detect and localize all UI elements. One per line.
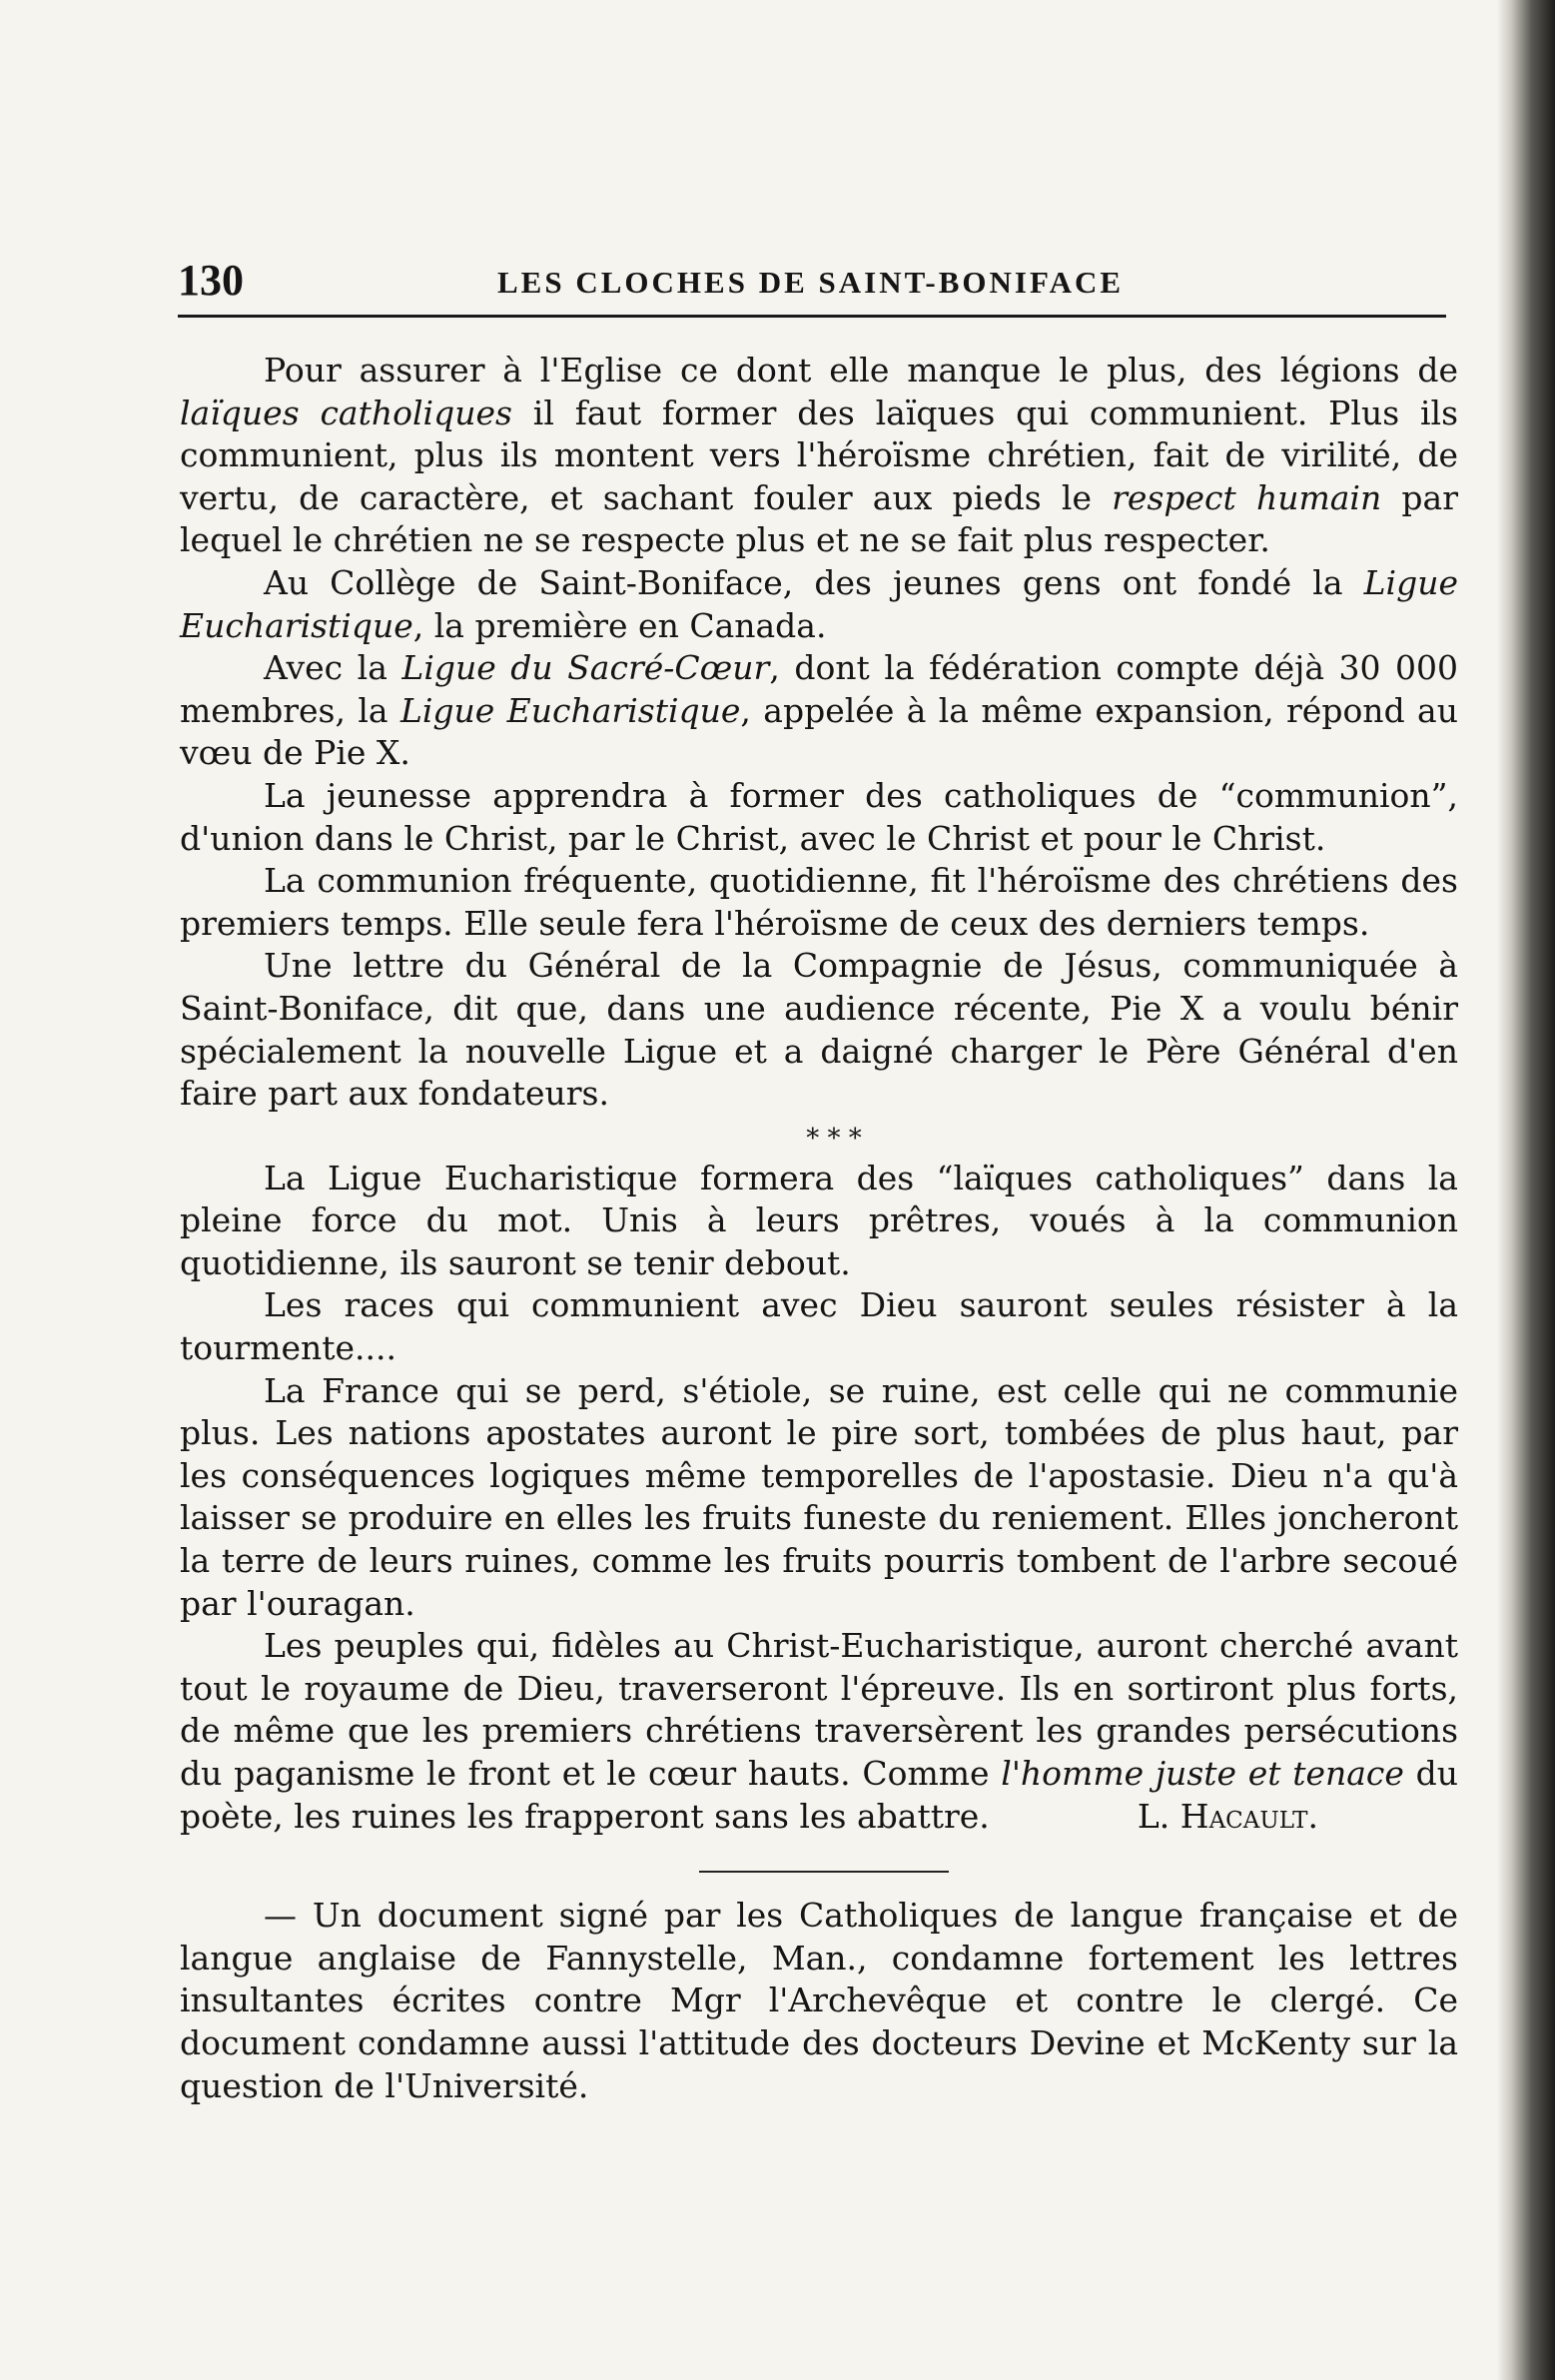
paragraph xyxy=(180,775,1458,860)
text-run: du poète, les ruines les frapperont sans les abattre. xyxy=(180,1754,1459,1836)
paragraph xyxy=(180,647,1458,775)
text-run: , la première en Canada. xyxy=(412,605,827,645)
paragraph xyxy=(180,1158,1458,1285)
section-separator: * * * xyxy=(806,1123,862,1154)
text-run: — Un document signé par les Catholiques de langue française et de langue anglaise de Fannystelle, Man., condamne fortement les lettres insultantes écrites contre Mgr l'Archevêque et contre le clergé. Ce document condamne aussi l'attitude des docteurs Devine et McKenty sur la question de l'Université. xyxy=(180,1896,1458,2105)
text-run: Une lettre du Général de la Compagnie de Jésus, communiquée à Saint-Boniface, dit que, dans une audience récente, Pie X a voulu bénir spécialement la nouvelle Ligue et a daigné charger le Père Général d'en faire part aux fondateurs. xyxy=(180,946,1458,1114)
paragraph xyxy=(180,350,1458,562)
paragraph xyxy=(180,1284,1458,1369)
running-title: LES CLOCHES DE SAINT-BONIFACE xyxy=(497,265,1125,300)
paragraph xyxy=(180,860,1458,945)
text-run: La communion fréquente, quotidienne, fit l'héroïsme des chrétiens des premiers temps. Elle seule fera l'héroïsme de ceux des derniers temps. xyxy=(180,861,1458,943)
italic-phrase: laïques catholiques xyxy=(180,393,512,432)
article-section-1 xyxy=(180,350,1458,1116)
author-signature: L. Hacault. xyxy=(1137,1796,1318,1836)
text-run: Les peuples qui, fidèles au Christ-Eucharistique, auront cherché avant tout le royaume de Dieu, traverseront l'épreuve. Ils en sortiront plus forts, de même que les premiers chrétiens traversèrent les grandes persécutions du paganisme le front et le cœur hauts. Comme xyxy=(180,1626,1458,1793)
italic-phrase: Ligue du Sacré-Cœur xyxy=(401,648,770,688)
italic-phrase: Ligue Eucharistique xyxy=(180,562,1458,645)
text-run: Les races qui communient avec Dieu sauront seules résister à la tourmente.... xyxy=(180,1285,1458,1368)
text-run: La Ligue Eucharistique formera des “laïques catholiques” dans la pleine force du mot. Unis à leurs prêtres, voués à la communion quotidienne, ils sauront se tenir debout. xyxy=(180,1158,1458,1282)
end-rule xyxy=(699,1871,949,1873)
page-number: 130 xyxy=(178,256,244,305)
text-run: , dont la fédération compte déjà 30 000 membres, la xyxy=(180,648,1459,730)
page-header xyxy=(178,255,1476,315)
text-run: Avec la xyxy=(264,648,402,688)
text-run: il faut former des laïques qui communient. Plus ils communient, plus ils montent vers l'héroïsme chrétien, fait de virilité, de vertu, de caractère, et sachant fouler aux pieds le xyxy=(180,393,1458,517)
text-run: , appelée à la même expansion, répond au vœu de Pie X. xyxy=(180,690,1458,773)
text-run: La France qui se perd, s'étiole, se ruine, est celle qui ne communie plus. Les nations apostates auront le pire sort, tombées de plus haut, par les conséquences logiques même temporelles de l'apostasie. Dieu n'a qu'à laisser se produire en elles les fruits funeste du reniement. Elles joncheront la terre de leurs ruines, comme les fruits pourris tombent de l'arbre secoué par l'ouragan. xyxy=(180,1370,1458,1623)
paragraph xyxy=(180,1370,1458,1626)
text-run: La jeunesse apprendra à former des catholiques de “communion”, d'union dans le Christ, par le Christ, avec le Christ et pour le Christ. xyxy=(180,775,1458,858)
paragraph xyxy=(180,945,1458,1115)
italic-phrase: l'homme juste et tenace xyxy=(1001,1754,1404,1793)
main-text xyxy=(180,350,1458,2107)
text-run: Pour assurer à l'Eglise ce dont elle manque le plus, des légions de xyxy=(264,351,1458,390)
news-note xyxy=(180,1895,1458,2107)
paragraph xyxy=(180,562,1458,647)
article-section-2 xyxy=(180,1158,1458,1839)
page-edge-shadow xyxy=(1497,0,1555,2380)
italic-phrase: Ligue Eucharistique xyxy=(399,690,741,730)
text-run: par lequel le chrétien ne se respecte plus et ne se fait plus respecter. xyxy=(180,477,1458,560)
paragraph xyxy=(180,1895,1458,2107)
italic-phrase: respect humain xyxy=(1112,477,1382,517)
header-rule xyxy=(178,315,1446,318)
text-run: Au Collège de Saint-Boniface, des jeunes gens ont fondé la xyxy=(264,562,1364,602)
